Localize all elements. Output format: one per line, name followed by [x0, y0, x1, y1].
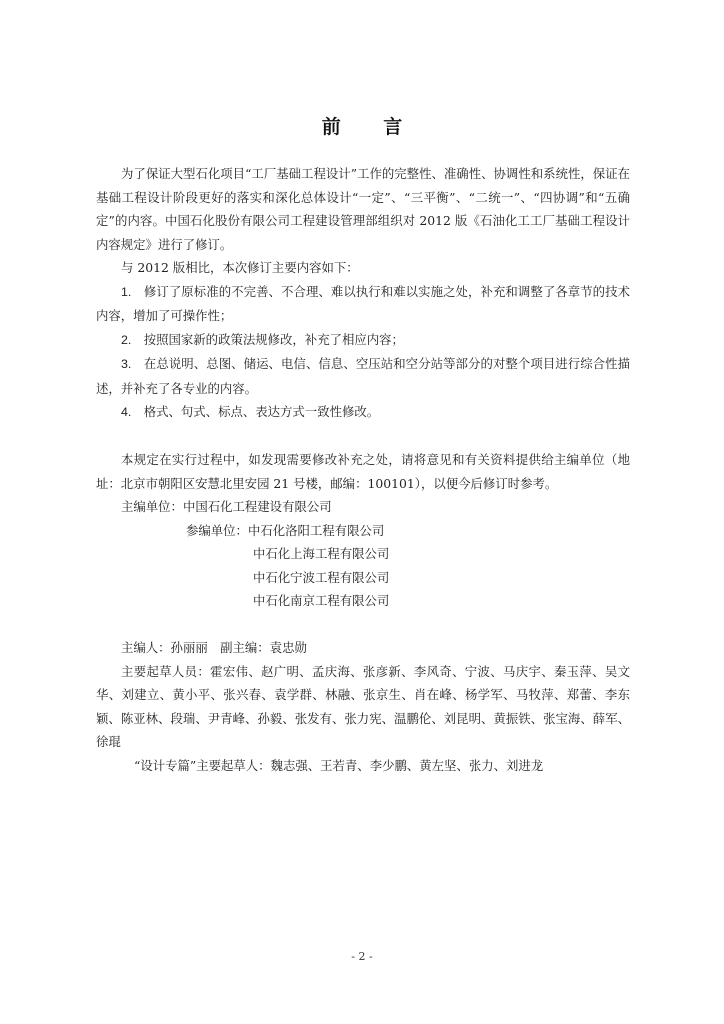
item-text: 格式、句式、标点、表达方式一致性修改。	[143, 404, 380, 419]
participant-unit: 中石化上海工程有限公司	[253, 546, 390, 561]
item-text: 在总说明、总图、储运、电信、信息、空压站和空分站等部分的对整个项目进行综合性描述，并补充了各专业的内容。	[96, 356, 631, 396]
page-number: - 2 -	[351, 950, 373, 963]
preface-body	[96, 162, 630, 777]
participant-unit: 中石化南京工程有限公司	[253, 593, 390, 608]
design-drafters-line: “设计专篇”主要起草人：魏志强、王若青、李少鹏、黄左坚、张力、刘进龙	[134, 757, 544, 773]
page-title: 前 言	[321, 116, 421, 138]
change-item-3	[96, 352, 630, 400]
item-number: 4.	[121, 405, 132, 419]
item-number: 1.	[121, 284, 132, 299]
change-item-2	[96, 328, 630, 353]
item-text: 修订了原标准的不完善、不合理、难以执行和难以实施之处，补充和调整了各章节的技术内容，增加了可操作性；	[96, 283, 631, 323]
participant-name: 中石化洛阳工程有限公司	[247, 522, 385, 538]
drafters-paragraph: 主要起草人员：霍宏伟、赵广明、孟庆海、张彦新、李风奇、宁波、马庆宇、秦玉萍、吴文华、刘建立、黄小平、张兴春、袁学群、林融、张京生、肖在峰、杨学军、马牧萍、郑蕾、李东颖、陈亚林、段瑞、尹青峰、孙毅、张发有、张力宪、温鹏伦、刘昆明、黄振铁、张宝海、薛军、徐琨	[96, 663, 630, 749]
participant-unit	[96, 519, 630, 543]
change-item-1	[96, 280, 630, 328]
item-number: 2.	[121, 332, 132, 347]
chief-unit	[96, 495, 630, 519]
participants-label: 参编单位：	[186, 522, 248, 538]
chief-unit-name: 中国石化工程建设有限公司	[182, 499, 332, 514]
item-text: 按照国家新的政策法规修改，补充了相应内容；	[143, 331, 404, 347]
chief-unit-label: 主编单位：	[121, 499, 183, 514]
participant-unit: 中石化宁波工程有限公司	[253, 569, 390, 585]
feedback-paragraph: 本规定在实行过程中，如发现需要修改补充之处，请将意见和有关资料提供给主编单位（地址：北京市朝阳区安慧北里安园 21 号楼，邮编：100101），以便今后修订时参考。	[96, 452, 630, 491]
intro-paragraph: 为了保证大型石化项目“工厂基础工程设计”工作的完整性、准确性、协调性和系统性，保证在基础工程设计阶段更好的落实和深化总体设计“一定”、“三平衡”、“二统一”、“四协调”和“五确定”的内容。中国石化股份有限公司工程建设管理部组织对 2012 版《石油化工工厂基础工程设计内容规定》进行了修订。	[96, 166, 630, 252]
item-number: 3.	[121, 357, 132, 371]
spacer	[96, 613, 630, 637]
change-item-4	[96, 400, 630, 425]
changes-intro: 与 2012 版相比，本次修订主要内容如下：	[121, 260, 359, 275]
participating-units	[96, 519, 630, 613]
spacer	[96, 425, 630, 449]
editors-line: 主编人：孙丽丽 副主编：袁忠勋	[121, 640, 307, 655]
